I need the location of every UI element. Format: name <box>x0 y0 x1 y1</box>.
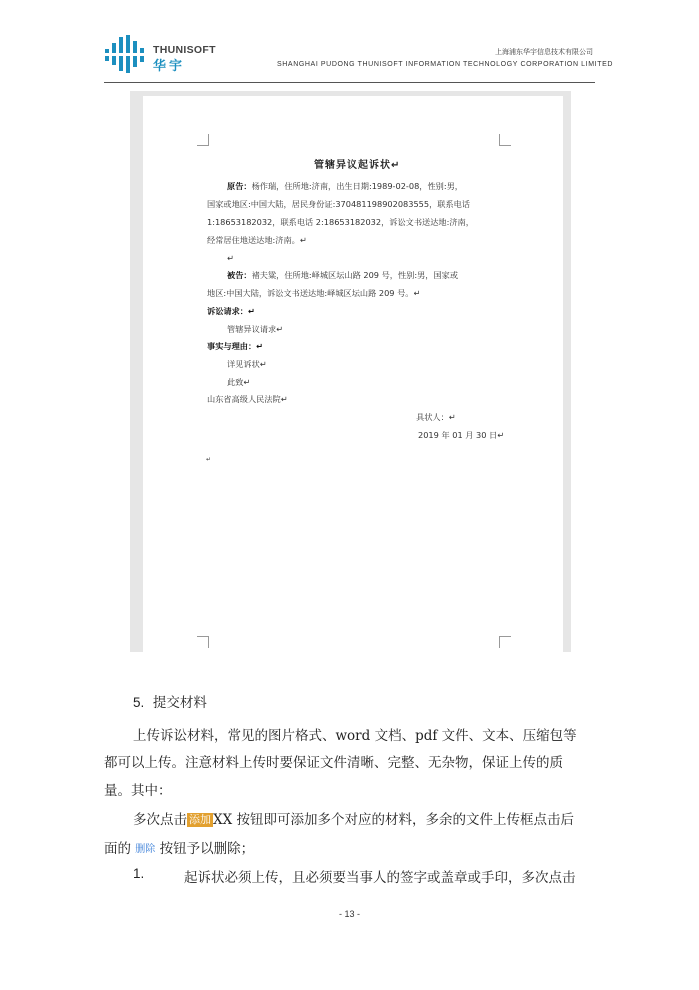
paragraph-1-line-2: 都可以上传。注意材料上传时要保证文件清晰、完整、无杂物，保证上传的质 <box>104 755 563 771</box>
paragraph-1-line-3: 量。其中： <box>104 783 172 799</box>
p2-suffix: XX 按钮即可添加多个对应的材料，多余的文件上传框点击后 <box>213 812 575 828</box>
plaintiff-label: 原告： <box>227 181 252 191</box>
doc-date: 2019 年 01 月 30 日↵ <box>418 430 505 440</box>
section-number: 5. <box>133 695 145 710</box>
crop-mark-top-right <box>499 134 511 146</box>
defendant-label: 被告： <box>227 270 252 280</box>
trailing-paragraph-mark: ↵ <box>206 456 212 463</box>
section-heading <box>133 691 207 711</box>
signer-label: 具状人：↵ <box>416 412 456 422</box>
defendant-line-2: 地区:中国大陆，诉讼文书送达地:峄城区坛山路 209 号。↵ <box>207 288 421 298</box>
facts-label: 事实与理由：↵ <box>207 341 263 351</box>
p2-prefix: 多次点击 <box>133 812 187 828</box>
plaintiff-line-3: 1:18653182032，联系电话 2:18653182032，诉讼文书送达地:济南， <box>207 217 474 227</box>
doc-title: 管辖异议起诉状↵ <box>314 160 401 171</box>
section-title: 提交材料 <box>152 695 207 711</box>
plaintiff-text: 杨作瑞，住所地:济南，出生日期:1989-02-08，性别:男， <box>251 181 463 191</box>
plaintiff-line-4: 经常居住地送达地:济南。↵ <box>207 235 307 245</box>
add-button[interactable]: 添加 <box>189 813 211 826</box>
facts-text: 详见诉状↵ <box>227 359 267 369</box>
respect-text: 此致↵ <box>227 377 251 387</box>
crop-mark-bottom-left <box>197 636 209 648</box>
plaintiff-line-2: 国家或地区:中国大陆，居民身份证:370481198902083555，联系电话 <box>207 199 471 209</box>
crop-mark-bottom-right <box>499 636 511 648</box>
document-page <box>143 96 563 652</box>
claims-text: 管辖异议请求↵ <box>227 324 283 334</box>
paragraph-1-line-1: 上传诉讼材料，常见的图片格式、word 文档、pdf 文件、文本、压缩包等 <box>133 728 577 744</box>
p3-suffix: 按钮予以删除； <box>159 841 255 857</box>
list-item-number: 1. <box>133 866 145 881</box>
list-item-text: 起诉状必须上传，且必须要当事人的签字或盖章或手印，多次点击 <box>184 870 576 886</box>
plaintiff-line-1 <box>227 181 463 192</box>
header-divider <box>104 82 595 83</box>
paragraph-2-line-1 <box>133 808 574 828</box>
crop-mark-top-left <box>197 134 209 146</box>
defendant-text: 褚夫粱，住所地:峄城区坛山路 209 号，性别:男，国家或 <box>251 270 459 280</box>
thunisoft-logo-icon <box>104 35 146 73</box>
defendant-line-1 <box>227 270 458 281</box>
logo-text-en: THUNISOFT <box>153 44 216 56</box>
page-number: - 13 - <box>338 909 360 919</box>
logo-text-cn: 华宇 <box>153 59 186 74</box>
company-name-en: SHANGHAI PUDONG THUNISOFT INFORMATION TECHNOLOGY CORPORATION LIMITED <box>277 61 613 68</box>
delete-button[interactable]: 删除 <box>135 844 156 855</box>
blank-paragraph-mark: ↵ <box>227 253 234 263</box>
court-name: 山东省高级人民法院↵ <box>207 394 288 404</box>
p3-prefix: 面的 <box>104 841 131 857</box>
company-name-cn: 上海浦东华宇信息技术有限公司 <box>495 48 593 56</box>
paragraph-2-line-2 <box>104 837 254 857</box>
claims-label: 诉讼请求：↵ <box>207 306 255 316</box>
